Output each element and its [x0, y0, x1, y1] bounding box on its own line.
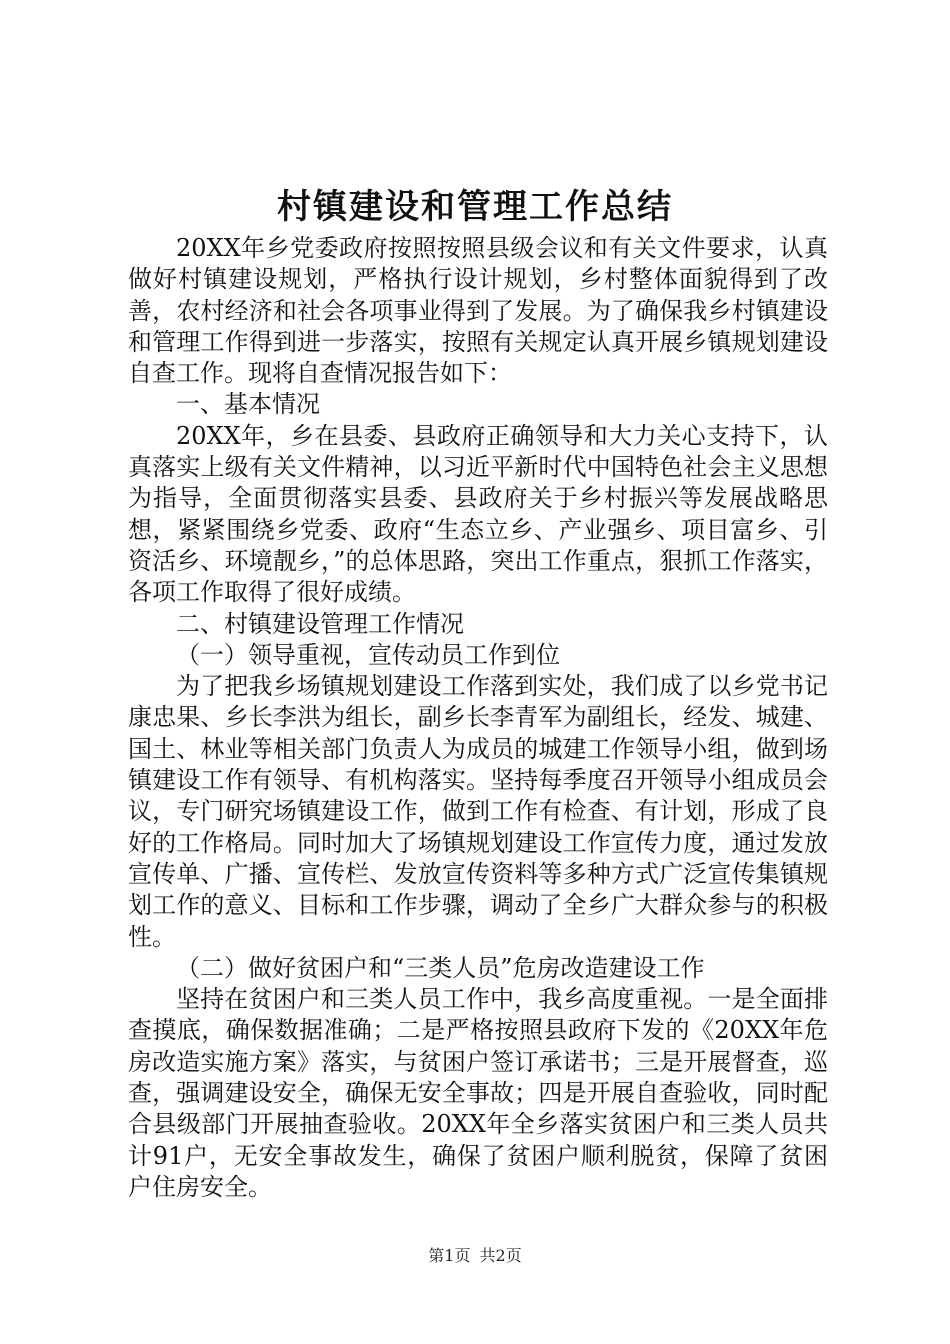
paragraph-leadership: 为了把我乡场镇规划建设工作落到实处，我们成了以乡党书记康忠果、乡长李洪为组长，副乡长李青军为副组长，经发、城建、国土、林业等相关部门负责人为成员的城建工作领导小组，做到场镇建设工作有领导、有机构落实。坚持每季度召开领导小组成员会议，专门研究场镇建设工作，做到工作有检查、有计划，形成了良好的工作格局。同时加大了场镇规划建设工作宣传力度，通过发放宣传单、广播、宣传栏、发放宣传资料等多种方式广泛宣传集镇规划工作的意义、目标和工作步骤，调动了全乡广大群众参与的积极性。: [128, 672, 828, 951]
document-title: 村镇建设和管理工作总结: [277, 187, 673, 227]
page-footer: [0, 1245, 950, 1267]
section-heading-basic: 一、基本情况: [176, 390, 320, 419]
page-total: 共2页: [479, 1246, 522, 1265]
document-body: [128, 233, 828, 1203]
subsection-heading-housing: （二）做好贫困户和“三类人员”危房改造建设工作: [176, 953, 705, 982]
page-number: 第1页: [428, 1246, 471, 1265]
paragraph-housing: 坚持在贫困户和三类人员工作中，我乡高度重视。一是全面排查摸底，确保数据准确；二是严格按照县政府下发的《20XX年危房改造实施方案》落实，与贫困户签订承诺书；三是开展督查，巡查，强调建设安全，确保无安全事故；四是开展自查验收，同时配合县级部门开展抽查验收。20XX年全乡落实贫困户和三类人员共计91户，无安全事故发生，确保了贫困户顺利脱贫，保障了贫困户住房安全。: [128, 985, 828, 1201]
section-heading-work: 二、村镇建设管理工作情况: [176, 609, 464, 638]
paragraph-basic-situation: 20XX年，乡在县委、县政府正确领导和大力关心支持下，认真落实上级有关文件精神，以习近平新时代中国特色社会主义思想为指导，全面贯彻落实县委、县政府关于乡村振兴等发展战略思想，紧紧围绕乡党委、政府“生态立乡、产业强乡、项目富乡、引资活乡、环境靓乡，”的总体思路，突出工作重点，狠抓工作落实，各项工作取得了很好成绩。: [128, 421, 828, 607]
paragraph-intro: 20XX年乡党委政府按照按照县级会议和有关文件要求，认真做好村镇建设规划，严格执行设计规划，乡村整体面貌得到了改善，农村经济和社会各项事业得到了发展。为了确保我乡村镇建设和管理工作得到进一步落实，按照有关规定认真开展乡镇规划建设自查工作。现将自查情况报告如下：: [128, 234, 828, 388]
subsection-heading-leadership: （一）领导重视，宣传动员工作到位: [176, 640, 560, 669]
